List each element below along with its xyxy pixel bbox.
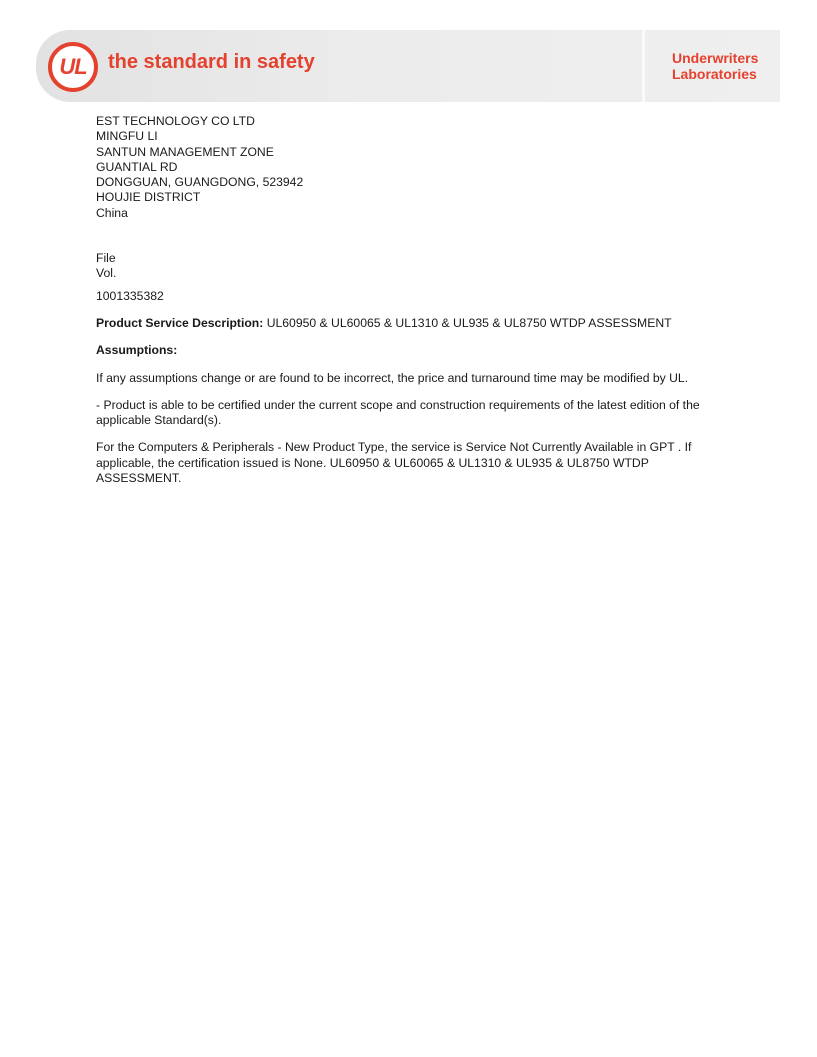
address-line: EST TECHNOLOGY CO LTD (96, 114, 255, 128)
letter-body (96, 114, 736, 486)
address-line: HOUJIE DISTRICT (96, 190, 201, 205)
product-service-description (96, 316, 736, 331)
file-label: File (96, 251, 116, 266)
address-line: GUANTIAL RD (96, 159, 178, 174)
letterhead-banner (36, 30, 780, 102)
assumptions-paragraph-1: If any assumptions change or are found to be incorrect, the price and turnaround time may be modified by UL. (96, 370, 689, 385)
recipient-address (96, 114, 736, 221)
address-line: China (96, 205, 128, 220)
brand-name (672, 50, 758, 82)
assumptions-paragraph-2: - Product is able to be certified under the current scope and construction requirements of the latest edition of the applicable Standard(s). (96, 397, 700, 428)
ul-logo (48, 42, 98, 92)
product-service-label: Product Service Description: (96, 315, 264, 330)
ul-logo-text: UL (59, 54, 87, 79)
address-line: DONGGUAN, GUANGDONG, 523942 (96, 175, 304, 190)
product-service-value: UL60950 & UL60065 & UL1310 & UL935 & UL8750 WTDP ASSESSMENT (266, 315, 672, 330)
vol-label: Vol. (96, 266, 117, 281)
assumptions-heading: Assumptions: (96, 343, 178, 358)
reference-number: 1001335382 (96, 288, 164, 303)
tagline: the standard in safety (108, 51, 315, 73)
assumptions-paragraph-3: For the Computers & Peripherals - New Product Type, the service is Service Not Currently Available in GPT . If applicable, the certification issued is None. UL60950 & UL60065 & UL1310 & UL935 & UL8750 WTDP ASSESSMENT. (96, 440, 692, 486)
banner-divider (642, 30, 645, 102)
address-line: SANTUN MANAGEMENT ZONE (96, 144, 274, 159)
address-line: MINGFU LI (96, 129, 158, 144)
brand-line-2: Laboratories (672, 66, 757, 82)
brand-line-1: Underwriters (672, 50, 759, 66)
